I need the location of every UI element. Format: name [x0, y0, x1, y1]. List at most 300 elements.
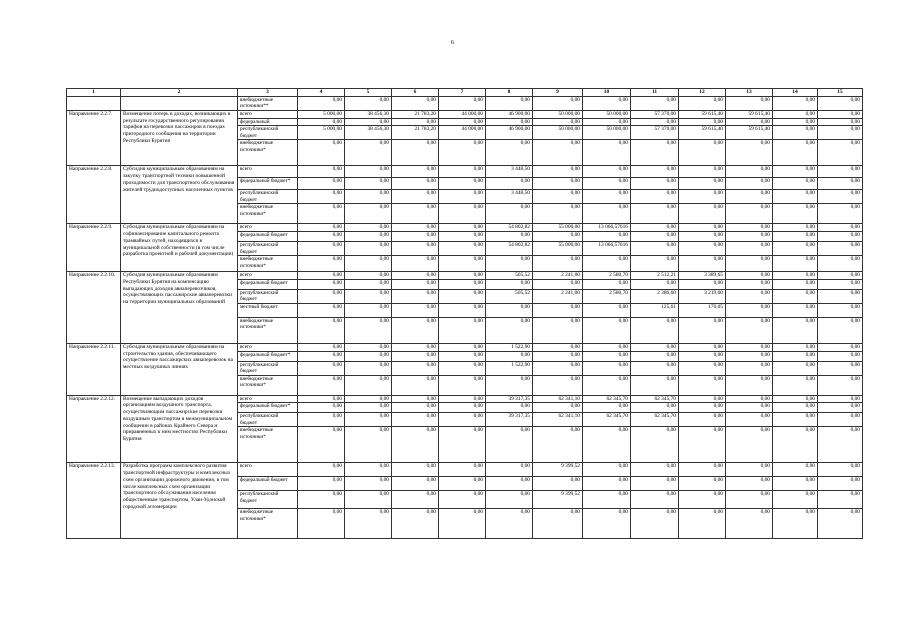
value-cell: 0,00 [818, 395, 863, 403]
value-cell: 0,00 [486, 403, 533, 413]
value-cell: 0,00 [679, 232, 726, 242]
value-cell: 0,00 [486, 303, 533, 317]
value-cell: 0,00 [392, 279, 439, 289]
value-cell: 46 900,00 [486, 126, 533, 140]
value-cell: 0,00 [298, 118, 345, 126]
value-cell: 0,00 [392, 118, 439, 126]
value-cell: 0,00 [345, 375, 392, 395]
value-cell: 0,00 [679, 190, 726, 204]
value-cell: 0,00 [392, 166, 439, 178]
column-header: 3 [238, 89, 298, 97]
value-cell: 0,00 [631, 242, 679, 256]
value-cell: 0,00 [773, 491, 818, 509]
value-cell: 0,00 [486, 317, 533, 343]
value-cell: 0,00 [726, 491, 773, 509]
value-cell: 505,52 [486, 272, 533, 280]
value-cell: 0,00 [486, 491, 533, 509]
value-cell: 0,00 [679, 96, 726, 110]
value-cell: 0,00 [679, 361, 726, 375]
value-cell: 0,00 [298, 204, 345, 224]
value-cell: 0,00 [486, 118, 533, 126]
column-header: 12 [679, 89, 726, 97]
value-cell: 0,00 [439, 351, 486, 361]
value-cell: 0,00 [679, 395, 726, 403]
column-header: 9 [533, 89, 583, 97]
value-cell: 0,00 [298, 351, 345, 361]
value-cell: 0,00 [583, 463, 631, 477]
value-cell: 2 241,00 [533, 289, 583, 303]
value-cell: 0,00 [726, 317, 773, 343]
value-cell: 0,00 [533, 190, 583, 204]
value-cell: 0,00 [818, 403, 863, 413]
value-cell: 0,00 [773, 395, 818, 403]
value-cell: 0,00 [533, 375, 583, 395]
funding-source: федеральный бюджет* [238, 403, 298, 413]
value-cell: 44 000,00 [439, 126, 486, 140]
value-cell: 0,00 [631, 204, 679, 224]
value-cell: 0,00 [679, 256, 726, 272]
funding-source: всего [238, 224, 298, 232]
value-cell: 0,00 [486, 351, 533, 361]
value-cell: 0,00 [345, 166, 392, 178]
table-row [67, 343, 863, 351]
value-cell: 1 522,90 [486, 361, 533, 375]
value-cell: 57 370,00 [631, 126, 679, 140]
funding-source: республиканский бюджет [238, 413, 298, 427]
value-cell: 0,00 [392, 427, 439, 463]
value-cell: 0,00 [631, 375, 679, 395]
value-cell: 0,00 [533, 361, 583, 375]
value-cell: 0,00 [298, 509, 345, 539]
value-cell: 0,00 [679, 477, 726, 491]
value-cell: 0,00 [583, 361, 631, 375]
value-cell: 0,00 [439, 477, 486, 491]
column-header: 15 [818, 89, 863, 97]
value-cell: 0,00 [631, 477, 679, 491]
value-cell: 0,00 [533, 96, 583, 110]
funding-source: всего [238, 272, 298, 280]
direction-description: Субсидия муниципальным образованиям на закупку транспортной техники повышенной проходимости для транспортного обслуживания жителей труднодоступных населенных пунктов [121, 166, 238, 224]
value-cell: 0,00 [818, 242, 863, 256]
value-cell: 0,00 [818, 224, 863, 232]
value-cell: 13 066,57616 [583, 224, 631, 232]
value-cell: 505,52 [486, 289, 533, 303]
value-cell: 0,00 [345, 256, 392, 272]
value-cell: 0,00 [345, 427, 392, 463]
value-cell: 0,00 [298, 279, 345, 289]
funding-source: федеральный бюджет [238, 232, 298, 242]
value-cell: 0,00 [773, 413, 818, 427]
value-cell: 0,00 [486, 509, 533, 539]
value-cell: 0,00 [439, 403, 486, 413]
value-cell: 0,00 [298, 427, 345, 463]
value-cell: 0,00 [818, 166, 863, 178]
value-cell: 0,00 [631, 427, 679, 463]
value-cell: 0,00 [726, 343, 773, 351]
funding-source: внебюджетные источники* [238, 204, 298, 224]
value-cell: 0,00 [818, 289, 863, 303]
funding-source: республиканский бюджет [238, 289, 298, 303]
value-cell: 0,00 [298, 303, 345, 317]
value-cell: 0,00 [392, 403, 439, 413]
value-cell: 0,00 [439, 140, 486, 166]
value-cell: 0,00 [631, 118, 679, 126]
value-cell: 0,00 [726, 190, 773, 204]
funding-source: всего [238, 343, 298, 351]
value-cell: 0,00 [392, 361, 439, 375]
value-cell: 0,00 [533, 140, 583, 166]
value-cell: 0,00 [679, 317, 726, 343]
value-cell: 0,00 [773, 232, 818, 242]
value-cell: 0,00 [345, 395, 392, 403]
funding-source: внебюджетные источники** [238, 96, 298, 110]
value-cell: 0,00 [726, 403, 773, 413]
value-cell: 0,00 [679, 224, 726, 232]
value-cell: 0,00 [392, 140, 439, 166]
value-cell: 0,00 [583, 509, 631, 539]
value-cell: 0,00 [583, 491, 631, 509]
value-cell: 1 522,90 [486, 343, 533, 351]
value-cell: 62 345,70 [631, 413, 679, 427]
value-cell: 62 345,70 [583, 395, 631, 403]
value-cell: 0,00 [345, 463, 392, 477]
value-cell: 0,00 [345, 96, 392, 110]
column-header: 4 [298, 89, 345, 97]
value-cell: 0,00 [631, 491, 679, 509]
direction-description [121, 96, 238, 110]
direction-description: Субсидия муниципальным образованиям Республики Бурятия на компенсацию выпадающих доходов авиаперевозчиков, осуществляющих пассажирские авиаперевозки на территории муниципальных образований [121, 272, 238, 344]
value-cell: 0,00 [298, 403, 345, 413]
value-cell: 0,00 [726, 477, 773, 491]
direction-code: Направление 2.2.8. [67, 166, 121, 224]
page-number: 6 [451, 40, 454, 46]
value-cell: 0,00 [486, 140, 533, 166]
value-cell: 0,00 [583, 140, 631, 166]
value-cell: 2 580,70 [583, 289, 631, 303]
value-cell: 0,00 [583, 178, 631, 190]
value-cell: 0,00 [298, 463, 345, 477]
value-cell: 0,00 [533, 303, 583, 317]
value-cell: 0,00 [439, 204, 486, 224]
table-row [67, 224, 863, 232]
table-row [67, 166, 863, 178]
value-cell: 0,00 [298, 375, 345, 395]
value-cell: 0,00 [439, 272, 486, 280]
value-cell: 0,00 [486, 178, 533, 190]
value-cell: 0,00 [439, 395, 486, 403]
value-cell: 0,00 [583, 96, 631, 110]
value-cell: 0,00 [583, 375, 631, 395]
value-cell: 0,00 [773, 361, 818, 375]
value-cell: 0,00 [533, 427, 583, 463]
value-cell: 0,00 [486, 463, 533, 477]
value-cell: 59 615,40 [679, 110, 726, 118]
value-cell: 0,00 [439, 375, 486, 395]
funding-source: внебюджетные источники* [238, 509, 298, 539]
value-cell: 0,00 [392, 395, 439, 403]
value-cell: 0,00 [726, 289, 773, 303]
funding-source: республиканский бюджет [238, 126, 298, 140]
value-cell: 0,00 [392, 463, 439, 477]
value-cell: 0,00 [818, 351, 863, 361]
value-cell: 0,00 [679, 178, 726, 190]
value-cell: 0,00 [392, 509, 439, 539]
direction-description: Возмещение потерь в доходах, возникающих в результате государственного регулирования тарифов на перевозки пассажиров в поездах пригородного сообщения на территории Республики Бурятия [121, 110, 238, 166]
value-cell: 62 345,70 [631, 395, 679, 403]
value-cell: 0,00 [439, 232, 486, 242]
value-cell: 0,00 [679, 166, 726, 178]
value-cell: 0,00 [818, 232, 863, 242]
value-cell: 0,00 [392, 272, 439, 280]
column-header: 8 [486, 89, 533, 97]
table-row [67, 110, 863, 118]
value-cell: 9 399,52 [533, 491, 583, 509]
value-cell: 62 341,10 [533, 395, 583, 403]
value-cell: 0,00 [818, 140, 863, 166]
column-header: 13 [726, 89, 773, 97]
value-cell: 0,00 [726, 242, 773, 256]
value-cell: 0,00 [439, 361, 486, 375]
funding-source: республиканский бюджет [238, 491, 298, 509]
direction-code: Направление 2.2.7. [67, 110, 121, 166]
value-cell: 0,00 [345, 491, 392, 509]
value-cell: 0,00 [533, 178, 583, 190]
value-cell: 0,00 [818, 463, 863, 477]
value-cell: 0,00 [631, 343, 679, 351]
value-cell: 0,00 [345, 351, 392, 361]
value-cell: 0,00 [486, 232, 533, 242]
table-row [67, 395, 863, 403]
value-cell: 0,00 [773, 166, 818, 178]
value-cell: 0,00 [631, 178, 679, 190]
value-cell: 0,00 [818, 375, 863, 395]
value-cell: 0,00 [298, 491, 345, 509]
value-cell: 0,00 [773, 375, 818, 395]
direction-description: Субсидия муниципальным образованиям на софинансирование капитального ремонта трамвайных путей, находящихся в муниципальной собственности (в том числе разработка проектной и рабочей документации) [121, 224, 238, 272]
value-cell: 0,00 [631, 96, 679, 110]
value-cell: 0,00 [345, 224, 392, 232]
value-cell: 0,00 [583, 166, 631, 178]
value-cell: 0,00 [439, 166, 486, 178]
value-cell: 62 345,70 [583, 413, 631, 427]
value-cell: 50 000,00 [583, 110, 631, 118]
value-cell: 0,00 [773, 509, 818, 539]
value-cell: 0,00 [679, 204, 726, 224]
value-cell: 0,00 [298, 190, 345, 204]
value-cell: 0,00 [631, 463, 679, 477]
value-cell: 54 802,82 [486, 224, 533, 232]
value-cell: 50 000,00 [533, 126, 583, 140]
value-cell: 0,00 [439, 413, 486, 427]
value-cell: 0,00 [533, 256, 583, 272]
value-cell: 0,00 [583, 190, 631, 204]
value-cell: 0,00 [773, 110, 818, 118]
value-cell: 0,00 [486, 375, 533, 395]
value-cell: 0,00 [345, 317, 392, 343]
value-cell: 0,00 [818, 427, 863, 463]
column-header: 1 [67, 89, 121, 97]
funding-source: республиканский бюджет [238, 242, 298, 256]
value-cell: 0,00 [631, 224, 679, 232]
value-cell: 0,00 [818, 509, 863, 539]
value-cell: 0,00 [773, 224, 818, 232]
value-cell: 0,00 [345, 178, 392, 190]
value-cell: 0,00 [583, 427, 631, 463]
value-cell: 0,00 [726, 204, 773, 224]
value-cell: 0,00 [583, 343, 631, 351]
value-cell: 0,00 [726, 351, 773, 361]
value-cell: 0,00 [631, 190, 679, 204]
funding-source: всего [238, 395, 298, 403]
value-cell: 0,00 [533, 279, 583, 289]
value-cell: 0,00 [679, 118, 726, 126]
value-cell: 0,00 [392, 343, 439, 351]
value-cell: 21 783,20 [392, 126, 439, 140]
value-cell: 0,00 [818, 118, 863, 126]
value-cell: 0,00 [345, 303, 392, 317]
value-cell: 0,00 [631, 166, 679, 178]
value-cell: 0,00 [726, 140, 773, 166]
value-cell: 0,00 [345, 509, 392, 539]
value-cell: 0,00 [439, 317, 486, 343]
value-cell: 0,00 [392, 303, 439, 317]
value-cell: 0,00 [773, 96, 818, 110]
column-header: 6 [392, 89, 439, 97]
value-cell: 0,00 [631, 317, 679, 343]
table-row [67, 272, 863, 280]
value-cell: 0,00 [679, 375, 726, 395]
value-cell: 0,00 [486, 204, 533, 224]
value-cell: 0,00 [345, 289, 392, 303]
value-cell: 0,00 [533, 232, 583, 242]
value-cell: 0,00 [631, 509, 679, 539]
value-cell: 0,00 [679, 403, 726, 413]
value-cell: 0,00 [818, 361, 863, 375]
value-cell: 0,00 [726, 427, 773, 463]
value-cell: 0,00 [818, 110, 863, 118]
value-cell: 0,00 [583, 303, 631, 317]
value-cell: 0,00 [298, 224, 345, 232]
direction-description: Разработка программ комплексного развития транспортной инфраструктуры и комплексных схем организации дорожного движения, в том числе комплексных схем организации транспортного обслуживания населения общественным транспортом, Улан-Удэнской городской агломерации [121, 463, 238, 539]
value-cell: 3 448,50 [486, 190, 533, 204]
value-cell: 0,00 [392, 491, 439, 509]
value-cell: 0,00 [773, 140, 818, 166]
value-cell: 0,00 [679, 351, 726, 361]
value-cell: 0,00 [631, 140, 679, 166]
funding-source: всего [238, 463, 298, 477]
value-cell: 0,00 [818, 256, 863, 272]
value-cell: 0,00 [773, 118, 818, 126]
value-cell: 0,00 [392, 477, 439, 491]
value-cell: 0,00 [392, 413, 439, 427]
value-cell: 0,00 [773, 351, 818, 361]
value-cell: 0,00 [533, 403, 583, 413]
value-cell: 0,00 [583, 351, 631, 361]
value-cell: 125,61 [631, 303, 679, 317]
value-cell: 0,00 [726, 224, 773, 232]
value-cell: 0,00 [439, 190, 486, 204]
value-cell: 0,00 [298, 413, 345, 427]
value-cell: 0,00 [818, 96, 863, 110]
value-cell: 0,00 [298, 317, 345, 343]
value-cell: 0,00 [533, 317, 583, 343]
value-cell: 0,00 [818, 272, 863, 280]
value-cell: 0,00 [726, 118, 773, 126]
value-cell: 2 241,00 [533, 272, 583, 280]
value-cell: 0,00 [818, 178, 863, 190]
value-cell: 44 000,00 [439, 110, 486, 118]
value-cell: 0,00 [533, 351, 583, 361]
value-cell: 0,00 [818, 413, 863, 427]
value-cell: 0,00 [679, 427, 726, 463]
value-cell: 0,00 [392, 242, 439, 256]
value-cell: 0,00 [439, 303, 486, 317]
value-cell: 0,00 [533, 343, 583, 351]
value-cell: 0,00 [345, 413, 392, 427]
value-cell: 0,00 [392, 256, 439, 272]
column-header: 14 [773, 89, 818, 97]
column-header: 2 [121, 89, 238, 97]
value-cell: 0,00 [726, 256, 773, 272]
funding-source: внебюджетные источники* [238, 317, 298, 343]
funding-source: местный бюджет [238, 303, 298, 317]
value-cell: 0,00 [533, 204, 583, 224]
value-cell: 0,00 [773, 317, 818, 343]
value-cell: 54 802,82 [486, 242, 533, 256]
value-cell: 0,00 [818, 279, 863, 289]
value-cell: 0,00 [298, 166, 345, 178]
value-cell: 0,00 [439, 509, 486, 539]
value-cell: 0,00 [533, 509, 583, 539]
value-cell: 0,00 [583, 477, 631, 491]
value-cell: 0,00 [345, 232, 392, 242]
value-cell: 0,00 [392, 289, 439, 303]
value-cell: 0,00 [726, 395, 773, 403]
value-cell: 62 341,10 [533, 413, 583, 427]
value-cell: 0,00 [298, 343, 345, 351]
value-cell: 0,00 [631, 232, 679, 242]
value-cell: 0,00 [818, 303, 863, 317]
value-cell: 0,00 [773, 204, 818, 224]
value-cell: 0,00 [439, 343, 486, 351]
value-cell: 0,00 [298, 96, 345, 110]
direction-code: Направление 2.2.11. [67, 343, 121, 395]
column-header: 10 [583, 89, 631, 97]
direction-code: Направление 2.2.13. [67, 463, 121, 539]
value-cell: 0,00 [345, 242, 392, 256]
value-cell: 38 456,30 [345, 110, 392, 118]
value-cell: 0,00 [392, 178, 439, 190]
value-cell: 0,00 [773, 126, 818, 140]
value-cell: 0,00 [486, 427, 533, 463]
header-row [67, 89, 863, 97]
value-cell: 0,00 [583, 256, 631, 272]
value-cell: 0,00 [726, 272, 773, 280]
value-cell: 0,00 [298, 140, 345, 166]
value-cell: 0,00 [773, 343, 818, 351]
value-cell: 3 389,65 [679, 272, 726, 280]
direction-description: Возмещение выпадающих доходов организациям воздушного транспорта, осуществляющим пассажирские перевозки воздушным транспортом в межмуниципальном сообщении в районах Крайнего Севера и приравненных к ним местностях Республики Бурятия [121, 395, 238, 463]
value-cell: 0,00 [679, 509, 726, 539]
value-cell: 0,00 [818, 190, 863, 204]
value-cell: 0,00 [679, 343, 726, 351]
value-cell: 0,00 [583, 118, 631, 126]
value-cell: 0,00 [345, 204, 392, 224]
value-cell: 0,00 [583, 317, 631, 343]
value-cell: 0,00 [345, 279, 392, 289]
value-cell: 0,00 [726, 279, 773, 289]
funding-source: внебюджетные источники* [238, 375, 298, 395]
